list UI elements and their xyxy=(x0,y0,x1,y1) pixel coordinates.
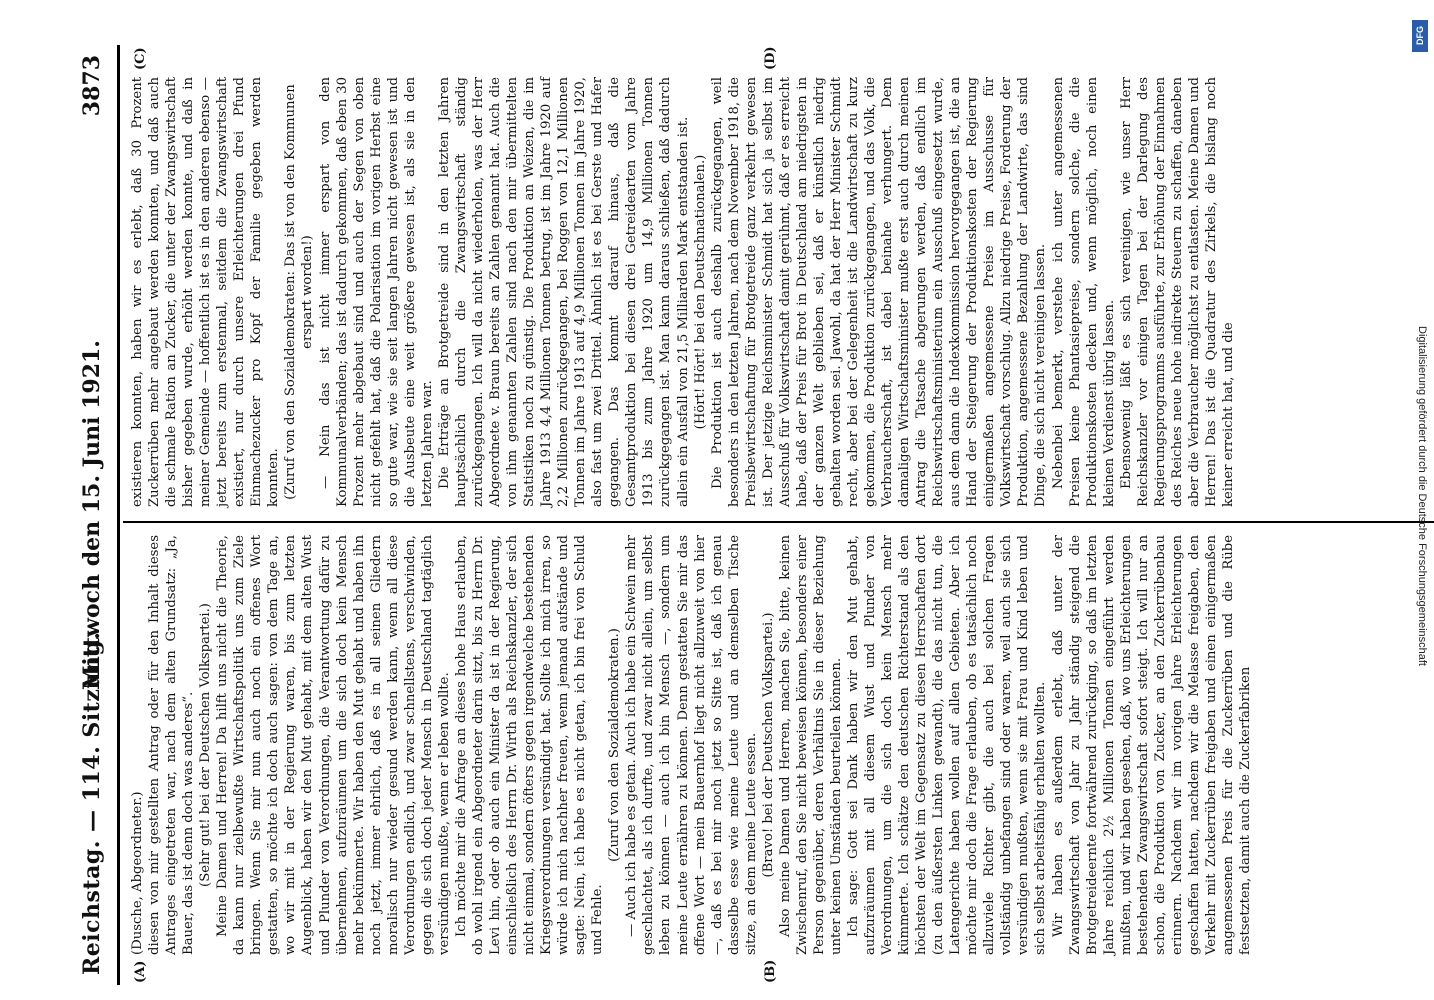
left-column-paragraph: Also meine Damen und Herren, machen Sie, bitte, keinen Zwischenruf, den Sie nicht beweisen können, besonders einer Person gegenüber, deren Verhältnis Sie in dieser Beziehung unter keinen Umständen beurteilen können. xyxy=(777,535,844,955)
margin-mark-b: (B) xyxy=(763,959,778,983)
left-column-paragraph: — Auch ich habe es getan. Auch ich habe ein Schwein mehr geschlachtet, als ich durfte, und zwar nicht allein, um selbst leben zu können — auch ich bin Mensch —, sondern um meine Leute ernähren zu können. Denn gestatten Sie mir das offene Wort — mein Bauernhof liegt nicht allzuweit von hier —, daß es bei mir noch jetzt so Sitte ist, daß ich genau dasselbe esse wie meine Leute und an demselben Tische sitze, an dem meine Leute essen. xyxy=(624,535,759,955)
left-column-paragraph: (Zuruf von den Sozialdemokraten.) xyxy=(607,628,623,862)
page-header xyxy=(73,45,120,985)
left-column-paragraph: (Sehr gut! bei der Deutschen Volkspartei.) xyxy=(198,603,214,887)
margin-mark-a: (A) xyxy=(133,960,148,983)
left-column-paragraph: Ich sage: Gott sei Dank haben wir den Mut gehabt, aufzuräumen mit all diesem Wust und Plunder von Verordnungen, um die sich doch kein Mensch mehr kümmerte. Ich schätze den deutschen Richterstand als den höchsten der Welt im Gegensatz zu diesen Herrschaften dort (zu den äußersten Linken gewandt), die das nicht tun, die Latengerichte haben wollen auf allen Gebieten. Aber ich möchte mir doch die Frage erlauben, ob es tatsächlich noch allzuviele Richter gibt, die auch bei solchen Fragen vollständig unbefangen sind oder waren, weil auch sie sich versündigen mußten, wenn sie mit Frau und Kind leben und sich selbst arbeitsfähig erhalten wollten. xyxy=(845,535,1049,955)
left-column-paragraph: diesen von mir gestellten Antrag oder für den Inhalt dieses Antrages eingetreten war, nach dem alten Grundsatz: „Ja, Bauer, das ist denn doch was anderes“. xyxy=(147,535,197,955)
right-column-paragraph: Ebensowenig läßt es sich vereinigen, wie unser Herr Reichskanzler vor einigen Tagen bei der Darlegung des Regierungsprogramms ausführte, zur Erhöhung der Einnahmen des Reiches neue hohe indirekte Steuern zu schaffen, daneben aber die Verbraucher möglichst zu entlasten. Meine Damen und Herren! Das ist die Quadratur des Zirkels, die bislang noch keiner erreicht hat, und die xyxy=(1118,77,1236,507)
digitization-credit-strip xyxy=(1412,10,1432,990)
rotated-newspaper-page xyxy=(73,45,1434,985)
column-divider xyxy=(123,521,1434,523)
header-left-title: Reichstag. — 114. Sitzung. xyxy=(79,631,105,975)
right-column-paragraph: (Hört! Hört! bei den Deutschnationalen.) xyxy=(692,154,708,430)
right-column-paragraph: Nebenbei bemerkt, verstehe ich unter angemessenen Preisen keine Phantasiepreise, sondern solche, die die Produktionskosten decken und, wenn möglich, noch einen kleinen Verdienst übrig lassen. xyxy=(1050,77,1117,507)
margin-mark-c: (C) xyxy=(133,47,148,70)
right-column-paragraph: — Nein das ist nicht immer erspart von den Kommunalverbänden; das ist dadurch gekommen, daß eben 30 Prozent mehr abgebaut sind und auch der Segen von oben nicht gefehlt hat, daß die Polarisation im vorigen Herbst eine so gute war, wie sie seit langen Jahren nicht gewesen ist und die Ausbeute eine weit größere gewesen ist, als sie in den letzten Jahren war. xyxy=(317,77,435,507)
header-date: Mittwoch den 15. Juni 1921. xyxy=(79,340,105,690)
left-column-paragraph: (Bravo! bei der Deutschen Volkspartei.) xyxy=(760,612,776,878)
right-column-paragraph: Die Produktion ist auch deshalb zurückgegangen, weil besonders in den letzten Jahren, nach dem November 1918, die Preisbewirtschaftung für Brotgetreide ganz verkehrt gewesen ist. Der jetzige Reichsminister Schmidt hat sich ja selbst im Ausschuß für Volkswirtschaft damit gerühmt, daß er es erreicht habe, daß der Preis für Brot in Deutschland am niedrigsten in der ganzen Welt geblieben sei, daß er künstlich niedrig gehalten worden sei. Jawohl, da hat der Herr Minister Schmidt recht, aber bei der Gelegenheit ist die Landwirtschaft zu kurz gekommen, die Produktion zurückgegangen, und das Volk, die Verbraucherschaft, ist dabei beinahe verhungert. Dem damaligen Wirtschaftsminister mußte erst auch durch meinen Antrag die Tatsache abgerungen werden, daß endlich im Reichswirtschaftsministerium ein Ausschuß eingesetzt wurde, aus dem dann die Indexkommission hervorgegangen ist, die an Hand der Steigerung der Produktionskosten der Regierung einigermaßen angemessene Preise im Ausschusse für Volkswirtschaft vorschlug. Allzu niedrige Preise, Forderung der Produktion, angemessene Bezahlung der Landwirte, das sind Dinge, die sich nicht vereinigen lassen. xyxy=(709,77,1049,507)
left-column-paragraph: (Dusche, Abgeordneter.) xyxy=(130,791,145,955)
dfg-logo: DFG xyxy=(1412,20,1428,52)
right-column-paragraph: (Zuruf von den Sozialdemokraten: Das ist von den Kommunen erspart worden!) xyxy=(283,84,316,500)
left-text-column xyxy=(129,535,1434,955)
left-column-paragraph: Wir haben es außerdem erlebt, daß unter der Zwangswirtschaft von Jahr zu Jahr ständig steigend die Brotgetreideernte fortwährend zurückging, so daß im letzten Jahre reichlich 2½ Millionen Tonnen eingeführt werden mußten, und wir haben gesehen, daß, wo uns Erleichterungen bestehenden Zwangswirtschaft sofort steigt. Ich will nur an schon, die Produktion von Zucker, an den Zuckerrübenbau erinnern. Nachdem wir im vorigen Jahre Erleichterungen geschaffen hatten, nachdem wir die Melasse freigaben, den Verkehr mit Zuckerrüben freigaben und einen einigermaßen angemessenen Preis für die Zuckerrüben und die Rübe festsetzten, damit auch die Zuckerfabriken xyxy=(1050,535,1254,955)
page-number: 3873 xyxy=(79,55,105,117)
margin-mark-d: (D) xyxy=(763,46,778,70)
right-text-column xyxy=(129,77,1434,507)
left-column-paragraph: Meine Damen und Herren! Da hilft uns nicht die Theorie, da kann nur zielbewußte Wirtschaftspolitik uns zum Ziele bringen. Wenn Sie mir nun auch noch ein offenes Wort gestatten, so möchte ich doch auch sagen: von dem Tage an, wo wir mit in der Regierung waren, bis zum letzten Augenblick, haben wir den Mut gehabt, mit dem alten Wust und Plunder von Verordnungen, die Verantwortung dafür zu übernehmen, aufzuräumen um die sich doch kein Mensch mehr bekümmerte. Wir haben den Mut gehabt und haben ihn noch jetzt, immer ehrlich, daß es in all seinen Gliedern moralisch nur wieder gesund werden kann, wenn all diese Verordnungen endlich, und zwar schnellstens, verschwinden, gegen die sich doch jeder Mensch in Deutschland tagtäglich versündigen mußte, wenn er leben wollte. xyxy=(215,535,452,955)
right-column-paragraph: Die Erträge an Brotgetreide sind in den letzten Jahren hauptsächlich durch die Zwangswirtschaft ständig zurückgegangen. Ich will da nicht wiederholen, was der Herr Abgeordnete v. Braun bereits an Zahlen genannt hat. Auch die von ihm genannten Zahlen sind nach den mir übermittelten Statistiken noch zu günstig. Die Produktion an Weizen, die im Jahre 1913 4,4 Millionen Tonnen betrug, ist im Jahre 1920 auf 2,2 Millionen zurückgegangen, bei Roggen von 12,1 Millionen Tonnen im Jahre 1913 auf 4,9 Millionen Tonnen im Jahre 1920, also fast um zwei Drittel. Ähnlich ist es bei Gerste und Hafer gegangen. Das kommt darauf hinaus, daß die Gesamtproduktion bei diesen drei Getreidearten vom Jahre 1913 bis zum Jahre 1920 um 14,9 Millionen Tonnen zurückgegangen ist. Man kann daraus schließen, daß dadurch allein ein Ausfall von 21,5 Milliarden Mark entstanden ist. xyxy=(436,77,691,507)
right-column-paragraph: existieren konnten, haben wir es erlebt, daß 30 Prozent Zuckerrüben mehr angebaut werden konnten, und daß auch die schmale Ration an Zucker, die unter der Zwangswirtschaft bisher gegeben wurde, erhöht werden konnte, und daß in meiner Gemeinde — hoffentlich ist es in den anderen ebenso — jetzt bereits zum erstenmal, seitdem die Zwangswirtschaft existiert, nur durch unsere Erleichterungen drei Pfund Einmachezucker pro Kopf der Familie gegeben werden konnten. xyxy=(130,77,282,507)
digitization-credit: Digitalisierung gefördert durch die Deutsche Forschungsgemeinschaft xyxy=(1416,326,1428,666)
left-column-paragraph: Ich möchte mir die Anfrage an dieses hohe Haus erlauben, ob wohl irgend ein Abgeordneter darin sitzt, bis zu Herrn Dr. Levi hin, oder ob auch ein Minister da ist in der Regierung, einschließlich des Herrn Dr. Wirth als Reichskanzler, der sich nicht einmal, sondern öfters gegen irgendwelche bestehenden Kriegsverordnungen versündigt hat. Sollte ich mich irren, so würde ich mich nachher freuen, wenn jemand aufstände und sagte: Nein, ich habe es nicht getan, ich bin frei von Schuld und Fehle. xyxy=(453,535,606,955)
